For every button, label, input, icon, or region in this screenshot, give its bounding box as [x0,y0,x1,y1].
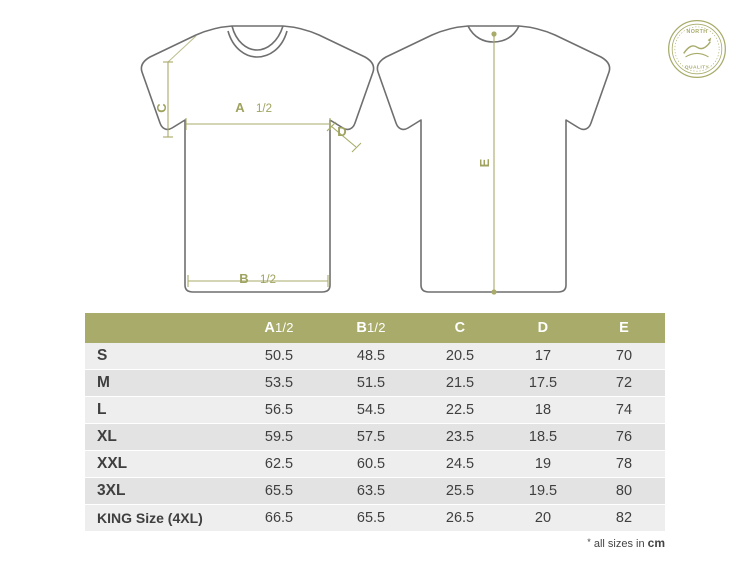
footnote [587,536,665,550]
cell-d: 18 [503,397,583,424]
header-cell-d [503,313,583,343]
cell-d: 20 [503,505,583,532]
header-cell-a [233,313,325,343]
cell-size: 3XL [85,478,233,505]
header-d-main: D [537,320,549,336]
cell-size: M [85,370,233,397]
cell-c: 20.5 [417,343,503,370]
front-measure-lines [163,36,361,287]
header-e-main: E [619,320,629,336]
cell-a: 56.5 [233,397,325,424]
label-d: D [337,124,347,139]
cell-d: 17.5 [503,370,583,397]
header-c-main: C [454,320,466,336]
cell-b: 54.5 [325,397,417,424]
size-table [85,313,665,532]
cell-d: 18.5 [503,424,583,451]
cell-a: 59.5 [233,424,325,451]
cell-c: 26.5 [417,505,503,532]
cell-c: 25.5 [417,478,503,505]
cell-d: 19.5 [503,478,583,505]
front-measure-labels [154,100,347,286]
table-header-row [85,313,665,343]
brand-logo-icon [666,18,728,80]
header-cell-size [85,313,233,343]
label-c: C [154,103,169,113]
header-b-main: B [356,320,367,336]
table-row [85,478,665,505]
cell-d: 19 [503,451,583,478]
cell-a: 62.5 [233,451,325,478]
table-row [85,424,665,451]
cell-b: 65.5 [325,505,417,532]
cell-e: 76 [583,424,665,451]
cell-c: 21.5 [417,370,503,397]
footnote-unit: cm [647,536,665,550]
cell-size: L [85,397,233,424]
cell-e: 72 [583,370,665,397]
cell-size: XL [85,424,233,451]
header-cell-c [417,313,503,343]
cell-b: 63.5 [325,478,417,505]
cell-size: S [85,343,233,370]
footnote-text: all sizes in [590,538,648,550]
label-e: E [477,158,492,168]
header-cell-e [583,313,665,343]
cell-e: 70 [583,343,665,370]
label-b: B [239,271,249,286]
table-row [85,505,665,532]
header-b-frac: 1/2 [367,320,386,335]
cell-b: 57.5 [325,424,417,451]
cell-c: 23.5 [417,424,503,451]
cell-c: 24.5 [417,451,503,478]
table-row [85,343,665,370]
front-shirt-outline [141,26,373,292]
cell-c: 22.5 [417,397,503,424]
cell-e: 74 [583,397,665,424]
header-a-main: A [264,320,275,336]
cell-e: 82 [583,505,665,532]
cell-d: 17 [503,343,583,370]
cell-b: 60.5 [325,451,417,478]
cell-size: XXL [85,451,233,478]
cell-b: 51.5 [325,370,417,397]
table-row [85,451,665,478]
cell-a: 65.5 [233,478,325,505]
cell-a: 66.5 [233,505,325,532]
cell-a: 50.5 [233,343,325,370]
footnote-star: * [587,537,591,547]
label-a: A [235,100,245,115]
table-row [85,370,665,397]
header-cell-b [325,313,417,343]
table-row [85,397,665,424]
cell-size: KING Size (4XL) [85,505,233,532]
header-a-frac: 1/2 [275,320,294,335]
cell-e: 80 [583,478,665,505]
logo-bottom-text: QUALITY [684,65,710,71]
label-b-fraction: 1/2 [260,274,276,286]
cell-e: 78 [583,451,665,478]
cell-b: 48.5 [325,343,417,370]
back-measure-lines [491,31,496,294]
cell-a: 53.5 [233,370,325,397]
logo-top-text: NORTH [686,29,708,36]
label-a-fraction: 1/2 [256,103,272,115]
